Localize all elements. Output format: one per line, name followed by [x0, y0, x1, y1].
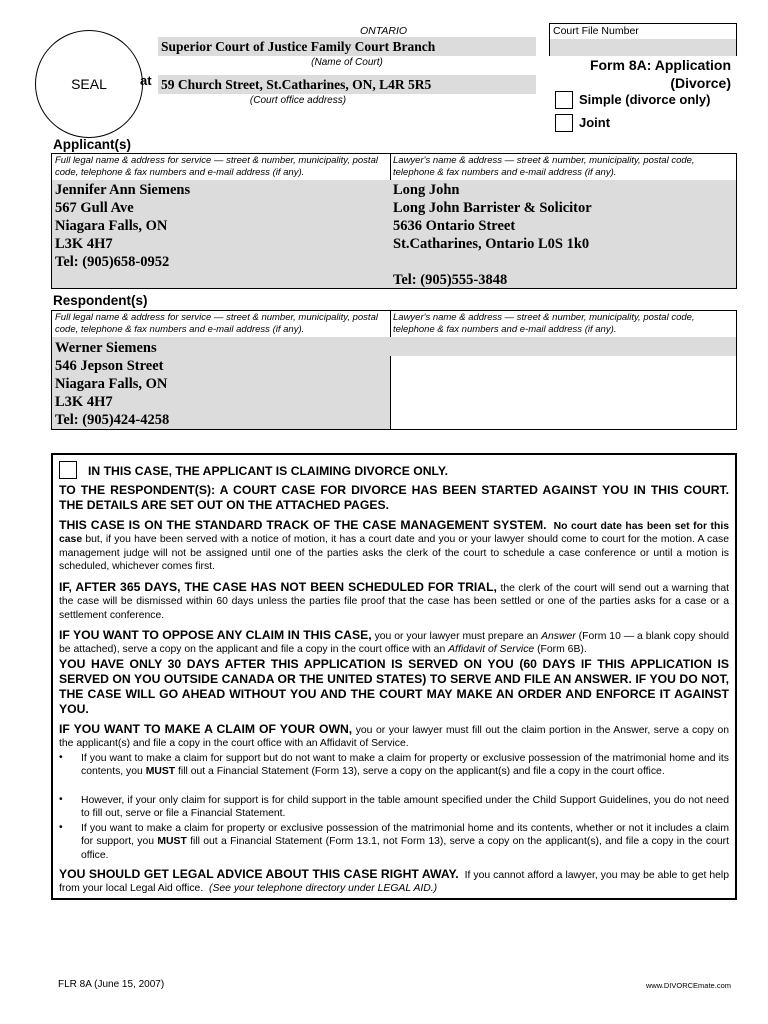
no-court-date-note: No court date has been set for this case [59, 521, 729, 546]
applicant-party-caption: Full legal name & address for service — street & number, municipality, postal code, telephone & fax numbers and e-mail address (if any). [55, 155, 378, 178]
bullet-1-marker: • [59, 752, 63, 763]
lawyer-street: 5636 Ontario Street [393, 218, 516, 234]
simple-divorce-label: Simple (divorce only) [579, 92, 711, 107]
joint-checkbox[interactable] [555, 114, 573, 132]
bullet-2-marker: • [59, 794, 63, 805]
applicant-postal-code: L3K 4H7 [55, 236, 113, 252]
after-365-days-heading: IF, AFTER 365 DAYS, THE CASE HAS NOT BEEN SCHEDULED FOR TRIAL, [59, 580, 497, 594]
respondent-street: 546 Jepson Street [55, 358, 164, 374]
lawyer-firm: Long John Barrister & Solicitor [393, 200, 592, 216]
respondent-name: Werner Siemens [55, 340, 157, 356]
own-claim-heading: IF YOU WANT TO MAKE A CLAIM OF YOUR OWN, [59, 722, 353, 736]
must-emphasis: MUST [145, 766, 176, 778]
applicant-party-cell [52, 154, 391, 288]
claim-divorce-only-checkbox[interactable] [59, 461, 77, 479]
lawyer-blank-line [393, 253, 733, 271]
legal-advice-paragraph [59, 868, 729, 896]
respondent-lawyer-caption: Lawyer's name & address — street & number, municipality, postal code, telephone & fax numbers and e-mail address (if any). [393, 312, 695, 335]
standard-track-heading: THIS CASE IS ON THE STANDARD TRACK OF THE CASE MANAGEMENT SYSTEM. [59, 518, 547, 532]
respondent-party-field[interactable] [52, 337, 390, 429]
form-identifier: FLR 8A (June 15, 2007) [58, 979, 165, 990]
respondents-table [51, 310, 737, 430]
respondent-party-cell [52, 311, 391, 429]
lawyer-city: St.Catharines, Ontario L0S 1k0 [393, 236, 590, 252]
applicant-lawyer-field[interactable] [390, 180, 736, 288]
applicant-party-field[interactable] [52, 180, 390, 288]
court-name-field[interactable]: Superior Court of Justice Family Court Branch [158, 37, 536, 56]
legal-aid-directory-note: (See your telephone directory under LEGAL AID.) [208, 883, 438, 895]
notice-box [51, 453, 737, 900]
answer-form-ref: Answer [541, 631, 576, 642]
applicant-lawyer-cell [390, 154, 736, 288]
province-label: ONTARIO [360, 25, 408, 37]
lawyer-telephone: Tel: (905)555-3848 [393, 272, 508, 288]
after-365-days-paragraph [59, 581, 729, 622]
court-address-field[interactable]: 59 Church Street, St.Catharines, ON, L4R 5R5 [158, 75, 536, 94]
at-label: at [140, 73, 152, 88]
bullet-3-marker: • [59, 822, 63, 833]
oppose-text-c: (Form 6B). [537, 644, 587, 656]
respondents-heading: Respondent(s) [53, 293, 148, 308]
applicants-heading: Applicant(s) [53, 137, 132, 152]
oppose-claim-paragraph [59, 629, 729, 657]
applicant-lawyer-caption: Lawyer's name & address — street & number, municipality, postal code, telephone & fax numbers and e-mail address (if any). [393, 155, 695, 178]
to-respondent-notice: TO THE RESPONDENT(S): A COURT CASE FOR DIVORCE HAS BEEN STARTED AGAINST YOU IN THIS COURT. THE DETAILS ARE SET OUT ON THE ATTACHED PAGES. [59, 483, 729, 512]
respondent-postal-code: L3K 4H7 [55, 394, 113, 410]
respondent-telephone: Tel: (905)424-4258 [55, 412, 170, 428]
legal-advice-text: If you cannot afford a lawyer, you may be able to get help from your local Legal Aid office. [59, 870, 729, 895]
website-link[interactable]: www.DIVORCEmate.com [645, 981, 731, 990]
bullet-1-text: If you want to make a claim for support but do not want to make a claim for property or exclusive possession of the matrimonial home and its contents, you MUST fill out a Financial Statement (Form 13), serve a copy on the applicant(s) and file a copy in the court office. [81, 753, 729, 778]
court-name-caption: (Name of Court) [311, 57, 383, 68]
form-title-line2: (Divorce) [670, 75, 731, 91]
respondent-lawyer-field[interactable] [390, 337, 736, 356]
lawyer-name: Long John [393, 182, 460, 198]
simple-divorce-checkbox[interactable] [555, 91, 573, 109]
oppose-text-b: (Form 10 — a blank copy should be attached), serve a copy on the applicant and file a copy in the court office with an [59, 631, 729, 656]
applicants-table [51, 153, 737, 289]
standard-track-text: but, if you have been served with a notice of motion, it has a court date and you or your lawyer should come to court for the motion. A case management judge will not be assigned until one of the parties asks the clerk of the court to schedule a case conference or until a motion is scheduled, whichever comes first. [59, 534, 730, 573]
respondent-lawyer-cell [390, 311, 736, 429]
own-claim-text: you or your lawyer must fill out the claim portion in the Answer, serve a copy on the applicant(s) and file a copy in the court office with an Affidavit of Service. [59, 725, 730, 750]
joint-label: Joint [579, 115, 611, 130]
bullet-2-text: However, if your only claim for support is for child support in the table amount specified under the Child Support Guidelines, you do not need to fill out, serve or file a Financial Statement. [81, 795, 729, 820]
respondent-city: Niagara Falls, ON [55, 376, 168, 392]
court-seal: SEAL [35, 30, 143, 138]
form-title [590, 56, 731, 92]
oppose-claim-heading: IF YOU WANT TO OPPOSE ANY CLAIM IN THIS CASE, [59, 628, 372, 642]
form-title-line1: Form 8A: Application [589, 57, 731, 73]
claim-divorce-only-label: IN THIS CASE, THE APPLICANT IS CLAIMING DIVORCE ONLY. [88, 464, 449, 478]
court-address-caption: (Court office address) [249, 95, 347, 106]
standard-track-paragraph [59, 519, 729, 574]
court-file-number-input[interactable] [550, 39, 736, 56]
must-emphasis: MUST [157, 836, 187, 848]
after-365-days-text: the clerk of the court will send out a warning that the case will be dismissed within 60 days unless the parties file proof that the case has been settled or one of the parties asks for a case or a settlement conference. [59, 583, 730, 621]
applicant-street: 567 Gull Ave [55, 200, 134, 216]
affidavit-of-service-ref: Affidavit of Service [448, 644, 535, 656]
oppose-text-a: you or your lawyer must prepare an [374, 631, 539, 642]
applicant-name: Jennifer Ann Siemens [55, 182, 191, 198]
respondent-party-caption: Full legal name & address for service — street & number, municipality, postal code, telephone & fax numbers and e-mail address (if any). [55, 312, 378, 335]
thirty-days-warning: YOU HAVE ONLY 30 DAYS AFTER THIS APPLICATION IS SERVED ON YOU (60 DAYS IF THIS APPLICATION IS SERVED ON YOU OUTSIDE CANADA OR THE UNITED STATES) TO SERVE AND FILE AN ANSWER. IF YOU DO NOT, THE CASE WILL GO AHEAD WITHOUT YOU AND THE COURT MAY MAKE AN ORDER AND ENFORCE IT AGAINST YOU. [59, 657, 729, 716]
own-claim-paragraph [59, 723, 729, 751]
court-file-number-box [549, 23, 737, 56]
court-file-number-label: Court File Number [553, 25, 639, 37]
legal-advice-heading: YOU SHOULD GET LEGAL ADVICE ABOUT THIS CASE RIGHT AWAY. [59, 867, 459, 881]
applicant-city: Niagara Falls, ON [55, 218, 168, 234]
bullet-3-text: If you want to make a claim for property or exclusive possession of the matrimonial home and its contents, whether or not it includes a claim for support, you MUST fill out a Financial Statement (Form 13.1, not Form 13), serve a copy on the applicant(s), and file a copy in the court office. [81, 823, 729, 861]
applicant-telephone: Tel: (905)658-0952 [55, 254, 170, 270]
